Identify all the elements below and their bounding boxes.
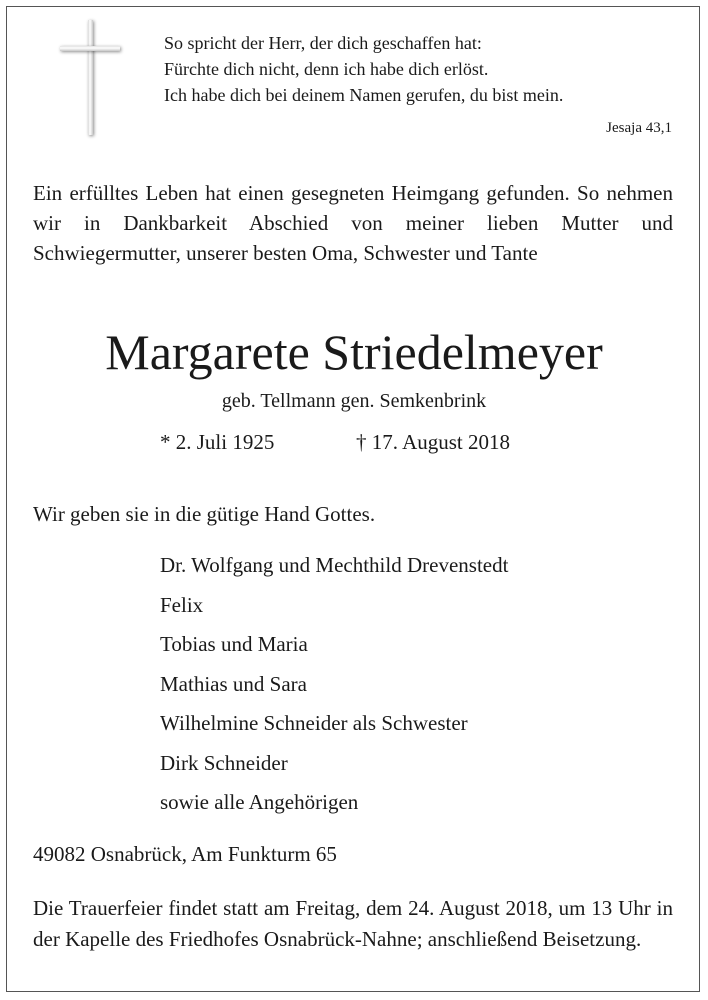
verse-line: Ich habe dich bei deinem Namen gerufen, du bist mein. [164,85,564,105]
list-item: Dr. Wolfgang und Mechthild Drevenstedt [160,553,509,577]
list-item: Tobias und Maria [160,632,308,656]
cross-icon [60,20,120,135]
mourners-list [160,546,508,823]
intro-text: Ein erfülltes Leben hat einen gesegneten Heimgang gefunden. So nehmen wir in Dankbarkeit Abschied von meiner lieben Mutter und Schwiegermutter, unserer besten Oma, Schwester und Tante [33,181,673,265]
list-item: Dirk Schneider [160,750,288,775]
funeral-notice: Die Trauerfeier findet statt am Freitag, dem 24. August 2018, um 13 Uhr in der Kapelle des Friedhofes Osnabrück-Nahne; anschließend Beisetzung. [33,896,673,951]
deceased-name: Margarete Striedelmeyer [105,324,603,380]
list-item: Wilhelmine Schneider als Schwester [160,711,468,735]
list-item: Felix [160,592,204,617]
family-address: 49082 Osnabrück, Am Funkturm 65 [33,842,337,866]
verse-line: Fürchte dich nicht, denn ich habe dich erlöst. [164,59,489,79]
verse-line: So spricht der Herr, der dich geschaffen hat: [164,33,482,53]
committal-text: Wir geben sie in die gütige Hand Gottes. [33,502,376,526]
birth-date: * 2. Juli 1925 [160,430,275,454]
list-item: sowie alle Angehörigen [160,790,359,814]
verse-reference: Jesaja 43,1 [606,120,672,136]
list-item: Mathias und Sara [160,671,307,696]
death-date: † 17. August 2018 [356,430,511,454]
bible-verse [164,30,563,108]
maiden-name: geb. Tellmann gen. Semkenbrink [221,390,487,412]
